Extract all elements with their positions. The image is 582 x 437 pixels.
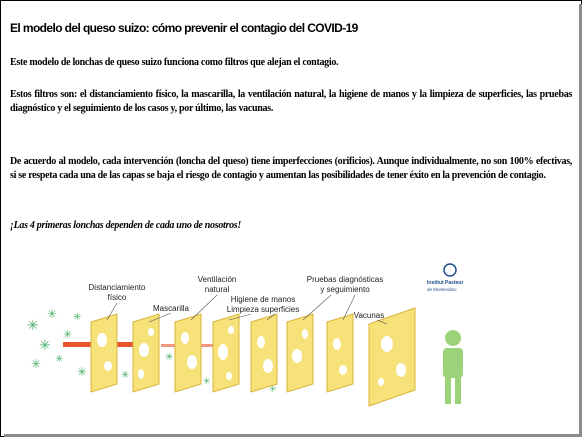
cheese-slice-3	[175, 314, 201, 392]
virus-icon: ✳	[47, 307, 58, 321]
label-higiene-1: Higiene de manos	[230, 295, 296, 304]
cheese-slice-4	[213, 314, 239, 392]
label-higiene-2: Limpieza superficies	[226, 305, 300, 314]
virus-icon: ✳	[63, 329, 73, 341]
virus-icon: ✳	[269, 384, 277, 394]
cheese-slice-6	[287, 314, 313, 392]
swiss-cheese-illustration	[25, 258, 475, 426]
virus-icon: ✳	[203, 376, 211, 386]
label-mascarilla: Mascarilla	[152, 304, 190, 313]
virus-icon: ✳	[27, 317, 39, 333]
label-ventilacion-2: natural	[204, 285, 230, 294]
paragraph-intro: Este modelo de lonchas de queso suizo funciona como filtros que alejan el contagio.	[10, 57, 339, 68]
page-title: El modelo del queso suizo: cómo prevenir el contagio del COVID-19	[10, 21, 358, 35]
institut-pasteur-logo	[427, 264, 463, 292]
cheese-slice-7	[327, 314, 353, 392]
label-pruebas-2: y seguimiento	[320, 285, 370, 294]
label-distanciamiento-2: físico	[107, 293, 127, 302]
label-vacunas: Vacunas	[353, 311, 385, 320]
virus-icon: ✳	[165, 352, 174, 363]
person-figure	[443, 330, 463, 404]
virus-icon: ✳	[73, 312, 82, 323]
paragraph-callout: ¡Las 4 primeras lonchas dependen de cada uno de nosotros!	[10, 220, 241, 231]
virus-icon: ✳	[121, 370, 130, 381]
virus-icon: ✳	[39, 337, 51, 353]
label-pruebas-1: Pruebas diagnósticas	[306, 275, 384, 284]
label-distanciamiento-1: Distanciamiento	[88, 283, 146, 292]
label-ventilacion-1: Ventilación	[197, 275, 237, 284]
virus-icon: ✳	[55, 354, 64, 365]
cheese-slice-2	[133, 314, 159, 392]
paragraph-model: De acuerdo al modelo, cada intervención (loncha del queso) tiene imperfecciones (orificios). Aunque individualmente, no son 100% efectivas, si se respeta cada una de las capas se baja el riesgo de contagio y aumentan las posibilidades de tener éxito en la prevención de contagio.	[10, 156, 572, 181]
cheese-slice-1	[91, 314, 117, 392]
logo-line1: Institut Pasteur	[427, 280, 464, 286]
logo-line2: de Montevideo	[427, 287, 457, 292]
virus-icon: ✳	[31, 357, 42, 371]
cheese-slice-5	[251, 314, 277, 392]
virus-icon: ✳	[77, 365, 88, 379]
cheese-slice-8	[369, 308, 415, 406]
logo-icon	[444, 264, 456, 276]
paragraph-filters: Estos filtros son: el distanciamiento físico, la mascarilla, la ventilación natural, la higiene de manos y la limpieza de superficies, las pruebas diagnóstico y el seguimiento de los casos y, por último, las vacunas.	[10, 89, 572, 114]
